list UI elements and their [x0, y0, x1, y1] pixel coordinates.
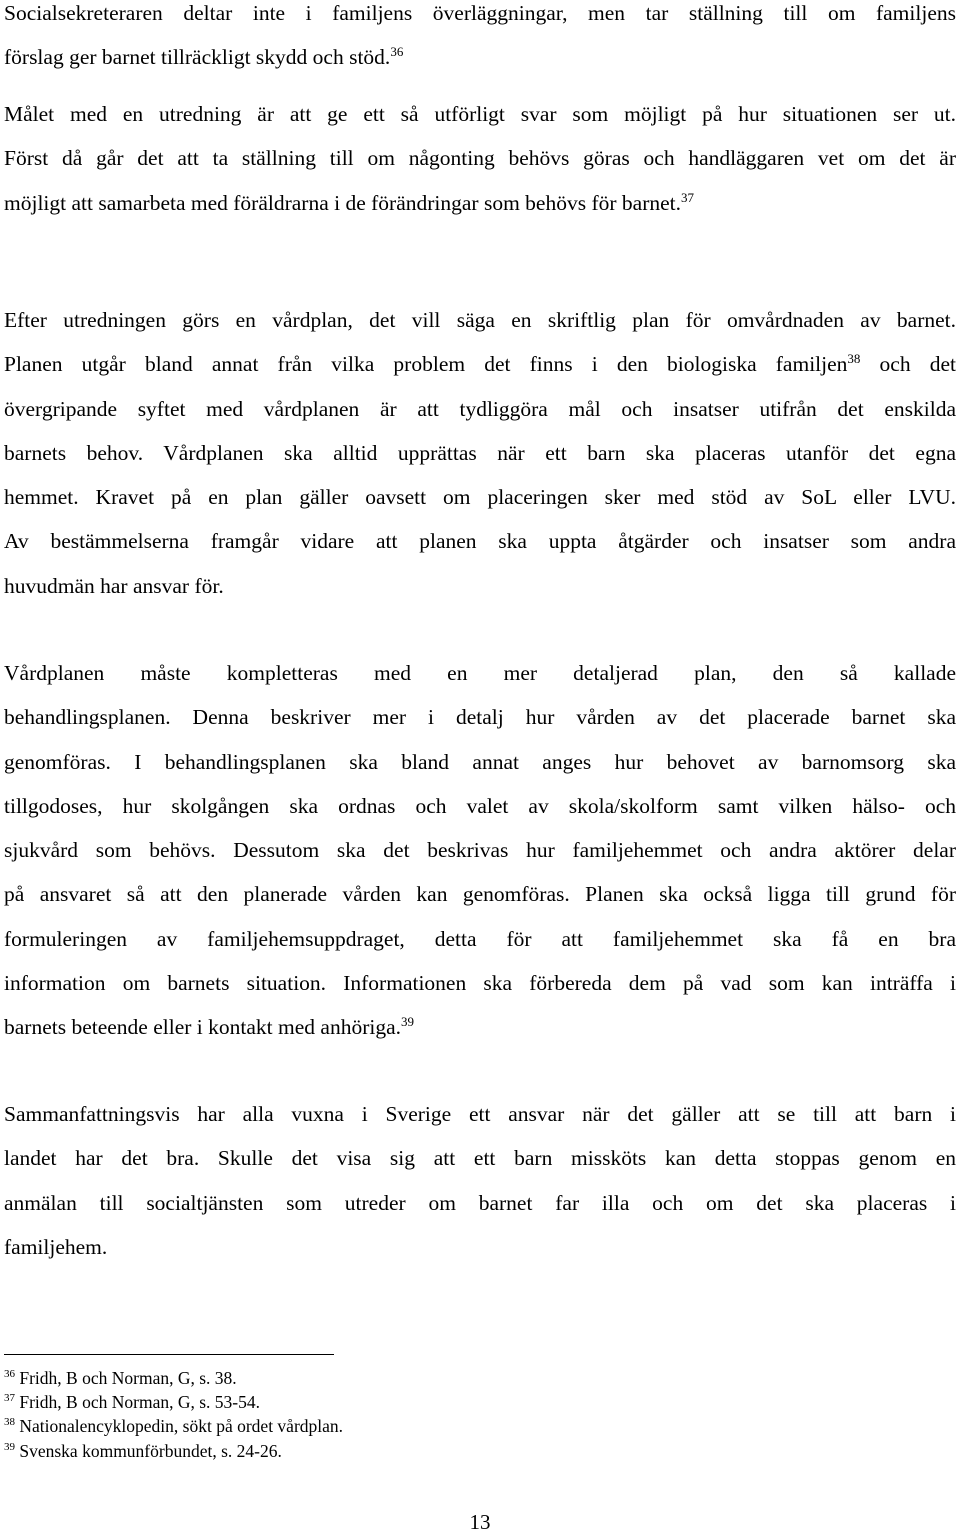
paragraph-line: behandlingsplanen. Denna beskriver mer i detalj hur vården av det placerade barnet ska	[4, 705, 956, 730]
footnote-ref: 37	[681, 189, 695, 205]
paragraph-line: huvudmän har ansvar för.	[4, 573, 224, 598]
footnote	[4, 1439, 343, 1463]
paragraph-line: Efter utredningen görs en vårdplan, det vill säga en skriftlig plan för omvårdnaden av barnet.	[4, 308, 956, 332]
paragraph-line	[4, 1005, 956, 1049]
paragraph-line	[4, 342, 956, 386]
paragraph-line-text: och det	[879, 352, 956, 377]
paragraph-line-text: Planen utgår bland annat från vilka problem det finns i den biologiska familjen	[4, 352, 848, 377]
paragraph-line: Av bestämmelserna framgår vidare att planen ska uppta åtgärder och insatser som andra	[4, 529, 956, 554]
footnote	[4, 1366, 343, 1390]
paragraph-line: på ansvaret så att den planerade vården kan genomföras. Planen ska också ligga till grund för	[4, 882, 956, 907]
footnote-text: Fridh, B och Norman, G, s. 38.	[19, 1368, 237, 1388]
paragraph-3	[4, 298, 956, 608]
paragraph-4	[4, 651, 956, 1050]
footnote-ref: 36	[390, 44, 404, 60]
paragraph-line: formuleringen av familjehemsuppdraget, detta för att familjehemmet ska få en bra	[4, 926, 956, 951]
paragraph-line: barnets behov. Vårdplanen ska alltid upprättas när ett barn ska placeras utanför det egna	[4, 440, 956, 465]
footnote	[4, 1390, 343, 1414]
footnote-text: Fridh, B och Norman, G, s. 53-54.	[19, 1392, 260, 1413]
paragraph-line: Socialsekreteraren deltar inte i familjens överläggningar, men tar ställning till om familjens	[4, 1, 956, 25]
paragraph-line: tillgodoses, hur skolgången ska ordnas och valet av skola/skolform samt vilken hälso- och	[4, 793, 956, 818]
footnote-ref: 38	[847, 351, 861, 367]
footnote-ref: 39	[401, 1014, 414, 1030]
paragraph-line: landet har det bra. Skulle det visa sig att ett barn missköts kan detta stoppas genom en	[4, 1146, 956, 1171]
paragraph-line-text: förslag ger barnet tillräckligt skydd och stöd.	[4, 45, 391, 70]
paragraph-line: Målet med en utredning är att ge ett så utförligt svar som möjligt på hur situationen ser ut.	[4, 102, 956, 126]
paragraph-1	[4, 0, 956, 80]
footnote	[4, 1414, 343, 1438]
paragraph-line-text: möjligt att samarbeta med föräldrarna i de förändringar som behövs för barnet.	[4, 190, 682, 215]
paragraph-line: anmälan till socialtjänsten som utreder om barnet far illa och om det ska placeras i	[4, 1190, 956, 1215]
paragraph-line: Sammanfattningsvis har alla vuxna i Sverige ett ansvar när det gäller att se till att barn i	[4, 1102, 956, 1126]
footnote-number: 39	[4, 1440, 15, 1453]
footnote-divider	[4, 1354, 334, 1355]
paragraph-line-text: barnets beteende eller i kontakt med anhöriga.	[4, 1015, 401, 1040]
paragraph-line: sjukvård som behövs. Dessutom ska det beskrivas hur familjehemmet och andra aktörer delar	[4, 838, 956, 863]
paragraph-line	[4, 35, 956, 79]
paragraph-line	[4, 181, 956, 225]
paragraph-line: hemmet. Kravet på en plan gäller oavsett om placeringen sker med stöd av SoL eller LVU.	[4, 485, 956, 510]
footnote-text: Nationalencyklopedin, sökt på ordet vårdplan.	[19, 1416, 344, 1437]
paragraph-line: Först då går det att ta ställning till om någonting behövs göras och handläggaren vet om det är	[4, 146, 956, 171]
paragraph-line: familjehem.	[4, 1234, 108, 1259]
page-number: 13	[469, 1510, 491, 1534]
footnote-number: 37	[4, 1392, 15, 1405]
footnotes	[4, 1366, 343, 1463]
paragraph-line: genomföras. I behandlingsplanen ska bland annat anges hur behovet av barnomsorg ska	[4, 749, 956, 774]
footnote-text: Svenska kommunförbundet, s. 24-26.	[19, 1440, 282, 1461]
footnote-number: 36	[4, 1368, 15, 1381]
paragraph-2	[4, 92, 956, 225]
paragraph-5	[4, 1092, 956, 1269]
paragraph-line: övergripande syftet med vårdplanen är att tydliggöra mål och insatser utifrån det enskilda	[4, 396, 956, 421]
footnote-number: 38	[4, 1416, 15, 1429]
paragraph-line: information om barnets situation. Informationen ska förbereda dem på vad som kan inträffa i	[4, 971, 956, 996]
paragraph-line: Vårdplanen måste kompletteras med en mer detaljerad plan, den så kallade	[4, 661, 956, 685]
